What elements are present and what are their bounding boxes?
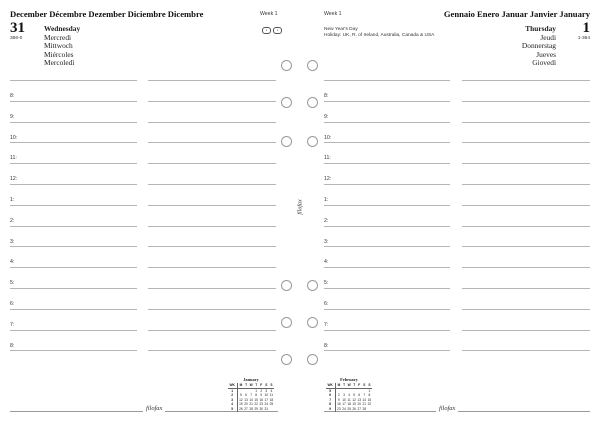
calendar-day-cell: 12 [239,397,243,402]
right-day-number: 1 [582,20,590,36]
mini-calendar-grid [326,383,372,412]
right-time-label: 6: [324,301,329,307]
calendar-day-cell: 6 [245,393,247,398]
left-time-label: 3: [10,238,15,245]
calendar-day-cell: 7 [363,393,366,398]
calendar-day-cell: 6 [358,393,361,398]
calendar-header-cell: W [347,383,351,387]
right-week-label: Week 1 [324,11,342,17]
mini-calendar-title: January [243,377,259,382]
calendar-day-cell: 17 [264,397,269,402]
right-ruled-line [324,309,450,310]
right-ruled-line [462,226,590,227]
left-time-label: 6: [10,301,15,307]
calendar-day-cell: 25 [347,406,351,411]
left-time-label: 12: [10,176,18,183]
left-time-label: 5: [10,280,15,287]
right-time-label: 8: [324,93,329,99]
right-time-label: 9: [324,113,329,120]
ring-hole [307,317,318,328]
left-ruled-line [10,350,137,351]
calendar-day-cell: 21 [249,402,253,407]
mini-calendar-february [326,377,372,412]
calendar-day-cell: 22 [367,402,372,407]
calendar-day-cell: 22 [254,402,258,407]
calendar-day-cell: 3 [343,393,345,398]
mini-calendar-january [228,377,274,412]
calendar-day-cell: 26 [239,406,243,411]
calendar-day-cell: 24 [264,402,269,407]
ring-hole [281,136,292,147]
left-ruled-line [148,80,276,81]
calendar-header-cell: F [260,383,263,387]
right-time-label: 5: [324,280,329,287]
calendar-day-cell: 11 [269,393,274,398]
ring-hole [281,97,292,108]
calendar-header-cell: T [255,383,258,387]
left-time-label: 8: [10,342,15,349]
left-ruled-line [148,101,276,102]
calendar-day-cell: 25 [269,402,274,407]
right-ruled-line [324,246,450,247]
right-time-label: 4: [324,259,329,266]
calendar-day-cell: 24 [342,406,346,411]
calendar-day-cell: 26 [352,406,356,411]
left-ruled-line [148,309,276,310]
right-ruled-line [462,101,590,102]
left-ruled-line [148,122,276,123]
calendar-header-cell: T [343,383,346,387]
right-ruled-line [324,163,450,164]
right-time-label: 7: [324,321,329,328]
calendar-day-cell: 10 [264,393,269,398]
calendar-header-cell: T [353,383,356,387]
left-day-names [44,25,80,68]
calendar-day-cell: 23 [259,402,264,407]
calendar-day-cell: 21 [362,402,367,407]
left-time-label: 7: [10,321,15,328]
calendar-day-cell: 9 [338,397,340,402]
calendar-header-cell: S [368,383,371,387]
right-page [297,0,600,425]
right-time-label: 3: [324,238,329,245]
right-ruled-line [324,80,450,81]
calendar-day-cell: 2 [260,388,263,393]
calendar-day-cell: 5 [240,393,242,398]
left-ruled-line [148,267,276,268]
left-ruled-line [10,205,137,206]
left-time-label: 2: [10,217,15,224]
left-ruled-line [10,330,137,331]
right-ruled-line [462,288,590,289]
right-month-title: Gennaio Enero Januar Janvier January [443,9,590,19]
calendar-week-number: 2 [228,393,238,398]
right-ruled-line [324,205,450,206]
holiday-note [324,27,434,39]
right-ruled-line [462,267,590,268]
right-ruled-line [324,267,450,268]
left-ruled-line [10,267,137,268]
right-footer-logo: filofax [436,405,458,412]
day-name: Mittwoch [44,41,73,51]
left-ruled-line [10,184,137,185]
calendar-day-cell: 5 [353,393,356,398]
right-ruled-line [324,101,450,102]
moon-phase-icon: ◐ [262,27,271,34]
calendar-day-cell: 2 [338,393,340,398]
right-time-label: 10: [324,134,332,141]
ring-hole [307,280,318,291]
left-ruled-line [10,122,137,123]
calendar-header-cell: F [358,383,361,387]
ring-hole [307,136,318,147]
day-name: Thursday [525,24,556,33]
calendar-week-number: 6 [326,393,336,398]
day-name: Mercredi [44,32,72,42]
right-time-label: 2: [324,217,329,224]
ring-hole [281,60,292,71]
right-ruled-line [462,309,590,310]
right-ruled-line [324,142,450,143]
right-ruled-line [462,330,590,331]
calendar-day-cell: 14 [249,397,253,402]
ring-hole [281,354,292,365]
left-ruled-line [10,163,137,164]
ring-hole [307,97,318,108]
mini-calendar-title: February [340,377,358,382]
right-ruled-line [462,350,590,351]
left-ruled-line [10,309,137,310]
left-ruled-line [148,142,276,143]
day-name: Donnerstag [521,41,556,51]
calendar-day-cell: 20 [244,402,248,407]
right-ruled-line [462,184,590,185]
left-week-label: Week 1 [260,11,278,17]
calendar-day-cell: 28 [249,406,253,411]
day-name: Jeudi [540,32,556,42]
calendar-day-cell: 17 [342,402,346,407]
left-ruled-line [148,184,276,185]
calendar-week-number: 5 [228,407,238,412]
day-name: Miércoles [44,49,74,59]
left-ruled-line [10,142,137,143]
calendar-day-cell: 15 [367,397,372,402]
mini-calendar-grid [228,383,274,412]
calendar-day-cell: 18 [269,397,274,402]
moon-phase-icon: ◑ [273,27,282,34]
calendar-header-cell: WK [228,383,238,388]
calendar-day-cell: 15 [254,397,258,402]
calendar-day-cell: 13 [244,397,248,402]
right-ruled-line [462,163,590,164]
day-name: Giovedì [532,58,556,68]
ring-hole [307,354,318,365]
left-day-number: 31 [10,20,25,36]
calendar-day-cell: 1 [255,388,258,393]
calendar-day-cell: 31 [264,406,269,411]
calendar-week-number: 7 [326,398,336,403]
left-ruled-line [10,80,137,81]
left-time-label: 8: [10,93,15,99]
left-ruled-line [148,246,276,247]
day-name: Jueves [536,49,556,59]
right-ruled-line [324,330,450,331]
left-time-label: 4: [10,259,15,266]
calendar-day-cell: 16 [259,397,264,402]
calendar-day-cell [367,407,372,412]
holiday-title: New Year's Day [324,27,358,32]
calendar-day-cell: 13 [357,397,362,402]
calendar-day-cell: 28 [362,406,367,411]
calendar-week-row [326,407,372,412]
ring-hole [307,60,318,71]
right-ruled-line [324,184,450,185]
calendar-week-number: 9 [326,407,336,412]
calendar-week-number: 1 [228,388,238,393]
calendar-day-cell: 1 [368,388,371,393]
left-month-title: December Décembre Dezember Diciembre Dicembre [10,9,204,19]
left-time-label: 1: [10,197,15,203]
day-name: Wednesday [44,24,81,33]
left-ruled-line [10,101,137,102]
left-day-count: 366-0 [10,36,23,41]
left-time-label: 9: [10,113,15,120]
ring-hole [281,280,292,291]
calendar-day-cell: 4 [270,388,273,393]
right-time-label: 11: [324,155,331,162]
left-ruled-line [148,205,276,206]
calendar-week-number: 4 [228,402,238,407]
right-ruled-line [462,142,590,143]
left-ruled-line [148,163,276,164]
calendar-day-cell: 27 [244,406,248,411]
left-ruled-line [148,226,276,227]
right-time-label: 1: [324,197,329,203]
right-time-label: 12: [324,176,332,183]
right-day-names [522,25,556,68]
left-ruled-line [10,226,137,227]
left-ruled-line [10,288,137,289]
right-ruled-line [324,122,450,123]
calendar-day-cell: 10 [342,397,346,402]
calendar-week-number: 8 [326,402,336,407]
calendar-week-number: 3 [228,398,238,403]
calendar-day-cell: 29 [254,406,258,411]
calendar-header-cell: T [245,383,248,387]
calendar-header-cell: S [265,383,268,387]
calendar-day-cell: 14 [362,397,367,402]
calendar-header-cell: M [239,383,243,387]
calendar-week-row [228,407,274,412]
left-time-label: 10: [10,134,18,141]
calendar-header-cell: S [363,383,366,387]
right-ruled-line [324,350,450,351]
ring-hole [281,317,292,328]
right-ruled-line [324,226,450,227]
left-ruled-line [148,288,276,289]
left-ruled-line [10,246,137,247]
calendar-day-cell: 18 [347,402,351,407]
calendar-day-cell: 9 [260,393,263,398]
calendar-day-cell: 7 [250,393,253,398]
left-footer-logo: filofax [143,405,165,412]
right-ruled-line [462,122,590,123]
calendar-day-cell: 23 [337,406,341,411]
calendar-day-cell: 19 [352,402,356,407]
calendar-day-cell: 4 [348,393,351,398]
calendar-header-cell: M [337,383,341,387]
calendar-week-number: 5 [326,388,336,393]
day-name: Mercoledì [44,58,75,68]
calendar-day-cell: 11 [347,397,351,402]
right-ruled-line [462,246,590,247]
calendar-day-cell: 12 [352,397,356,402]
right-ruled-line [462,80,590,81]
left-time-label: 11: [10,155,17,162]
left-ruled-line [148,350,276,351]
calendar-day-cell: 16 [337,402,341,407]
right-day-count: 1-364 [577,36,590,41]
calendar-header-cell: W [249,383,253,387]
right-ruled-line [462,205,590,206]
calendar-day-cell: 3 [265,388,268,393]
calendar-day-cell: 27 [357,406,362,411]
left-ruled-line [148,330,276,331]
spine-logo: filofax [297,199,304,215]
calendar-day-cell [269,407,274,412]
calendar-header-cell: WK [326,383,336,388]
calendar-day-cell: 20 [357,402,362,407]
right-ruled-line [324,288,450,289]
moon-phase-icons [260,27,282,45]
calendar-day-cell: 8 [255,393,258,398]
calendar-day-cell: 8 [368,393,371,398]
holiday-detail: Holiday: UK, R. of Ireland, Australia, Canada & USA [324,33,435,38]
calendar-header-cell: S [270,383,273,387]
calendar-day-cell: 30 [259,406,264,411]
right-time-label: 8: [324,342,329,349]
calendar-day-cell: 19 [239,402,243,407]
